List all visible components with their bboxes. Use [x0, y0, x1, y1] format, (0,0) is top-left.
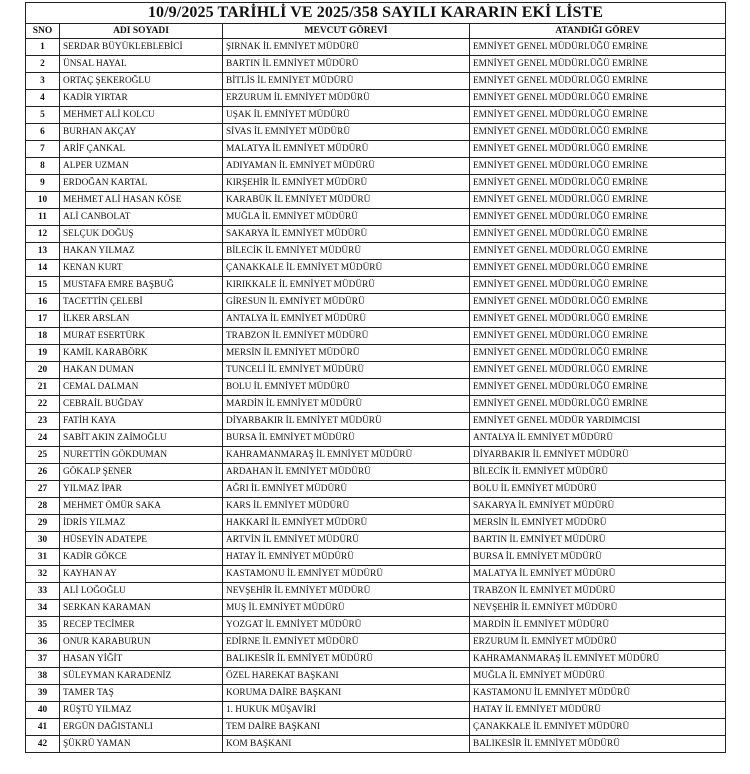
row-assigned-duty: BİLECİK İL EMNİYET MÜDÜRÜ — [470, 464, 726, 481]
row-name: YILMAZ İPAR — [60, 481, 223, 498]
row-assigned-duty: EMNİYET GENEL MÜDÜRLÜĞÜ EMRİNE — [470, 107, 726, 124]
appointment-list-document — [25, 2, 725, 753]
row-current-duty: MARDİN İL EMNİYET MÜDÜRÜ — [223, 396, 470, 413]
row-name: ARİF ÇANKAL — [60, 141, 223, 158]
table-row — [26, 447, 726, 464]
header-name: ADI SOYADI — [60, 24, 223, 39]
table-row — [26, 396, 726, 413]
table-row — [26, 226, 726, 243]
table-row — [26, 158, 726, 175]
row-sno: 4 — [26, 90, 60, 107]
table-row — [26, 617, 726, 634]
row-sno: 41 — [26, 719, 60, 736]
row-assigned-duty: EMNİYET GENEL MÜDÜRLÜĞÜ EMRİNE — [470, 362, 726, 379]
row-name: SERKAN KARAMAN — [60, 600, 223, 617]
row-current-duty: KIRŞEHİR İL EMNİYET MÜDÜRÜ — [223, 175, 470, 192]
row-assigned-duty: KASTAMONU İL EMNİYET MÜDÜRÜ — [470, 685, 726, 702]
row-name: KADİR YIRTAR — [60, 90, 223, 107]
row-current-duty: TUNCELİ İL EMNİYET MÜDÜRÜ — [223, 362, 470, 379]
row-assigned-duty: HATAY İL EMNİYET MÜDÜRÜ — [470, 702, 726, 719]
row-assigned-duty: EMNİYET GENEL MÜDÜRLÜĞÜ EMRİNE — [470, 396, 726, 413]
row-current-duty: HATAY İL EMNİYET MÜDÜRÜ — [223, 549, 470, 566]
row-current-duty: MALATYA İL EMNİYET MÜDÜRÜ — [223, 141, 470, 158]
row-current-duty: TRABZON İL EMNİYET MÜDÜRÜ — [223, 328, 470, 345]
row-name: İLKER ARSLAN — [60, 311, 223, 328]
table-row — [26, 634, 726, 651]
row-name: SELÇUK DOĞUŞ — [60, 226, 223, 243]
row-name: ERDOĞAN KARTAL — [60, 175, 223, 192]
row-name: HASAN YİĞİT — [60, 651, 223, 668]
table-row — [26, 39, 726, 56]
row-sno: 9 — [26, 175, 60, 192]
row-current-duty: BİLECİK İL EMNİYET MÜDÜRÜ — [223, 243, 470, 260]
table-row — [26, 719, 726, 736]
table-row — [26, 175, 726, 192]
row-name: ALİ LOĞOĞLU — [60, 583, 223, 600]
row-current-duty: ADIYAMAN İL EMNİYET MÜDÜRÜ — [223, 158, 470, 175]
row-assigned-duty: EMNİYET GENEL MÜDÜRLÜĞÜ EMRİNE — [470, 90, 726, 107]
row-assigned-duty: EMNİYET GENEL MÜDÜRLÜĞÜ EMRİNE — [470, 328, 726, 345]
row-sno: 25 — [26, 447, 60, 464]
row-name: SERDAR BÜYÜKLEBLEBİCİ — [60, 39, 223, 56]
row-current-duty: KASTAMONU İL EMNİYET MÜDÜRÜ — [223, 566, 470, 583]
row-name: ALPER UZMAN — [60, 158, 223, 175]
table-row — [26, 379, 726, 396]
row-assigned-duty: BOLU İL EMNİYET MÜDÜRÜ — [470, 481, 726, 498]
row-name: ŞÜKRÜ YAMAN — [60, 736, 223, 753]
row-assigned-duty: EMNİYET GENEL MÜDÜRLÜĞÜ EMRİNE — [470, 192, 726, 209]
row-current-duty: BURSA İL EMNİYET MÜDÜRÜ — [223, 430, 470, 447]
row-current-duty: HAKKARİ İL EMNİYET MÜDÜRÜ — [223, 515, 470, 532]
row-assigned-duty: KAHRAMANMARAŞ İL EMNİYET MÜDÜRÜ — [470, 651, 726, 668]
row-assigned-duty: EMNİYET GENEL MÜDÜRLÜĞÜ EMRİNE — [470, 345, 726, 362]
row-sno: 21 — [26, 379, 60, 396]
table-row — [26, 549, 726, 566]
row-assigned-duty: NEVŞEHİR İL EMNİYET MÜDÜRÜ — [470, 600, 726, 617]
row-assigned-duty: BURSA İL EMNİYET MÜDÜRÜ — [470, 549, 726, 566]
row-current-duty: ANTALYA İL EMNİYET MÜDÜRÜ — [223, 311, 470, 328]
table-row — [26, 141, 726, 158]
row-assigned-duty: EMNİYET GENEL MÜDÜRLÜĞÜ EMRİNE — [470, 294, 726, 311]
row-sno: 35 — [26, 617, 60, 634]
table-row — [26, 209, 726, 226]
row-name: TAMER TAŞ — [60, 685, 223, 702]
row-assigned-duty: EMNİYET GENEL MÜDÜRLÜĞÜ EMRİNE — [470, 209, 726, 226]
row-name: KENAN KURT — [60, 260, 223, 277]
row-name: KADİR GÖKCE — [60, 549, 223, 566]
row-name: MEHMET ÖMÜR SAKA — [60, 498, 223, 515]
table-row — [26, 107, 726, 124]
row-sno: 26 — [26, 464, 60, 481]
row-sno: 42 — [26, 736, 60, 753]
row-sno: 18 — [26, 328, 60, 345]
row-current-duty: BALIKESİR İL EMNİYET MÜDÜRÜ — [223, 651, 470, 668]
row-assigned-duty: EMNİYET GENEL MÜDÜR YARDIMCISI — [470, 413, 726, 430]
document-title: 10/9/2025 TARİHLİ VE 2025/358 SAYILI KARARIN EKİ LİSTE — [26, 3, 726, 24]
row-current-duty: KIRIKKALE İL EMNİYET MÜDÜRÜ — [223, 277, 470, 294]
row-current-duty: KOM BAŞKANI — [223, 736, 470, 753]
row-name: GÖKALP ŞENER — [60, 464, 223, 481]
row-sno: 17 — [26, 311, 60, 328]
row-assigned-duty: EMNİYET GENEL MÜDÜRLÜĞÜ EMRİNE — [470, 73, 726, 90]
table-row — [26, 736, 726, 753]
table-row — [26, 600, 726, 617]
table-row — [26, 328, 726, 345]
table-row — [26, 192, 726, 209]
row-name: ORTAÇ ŞEKEROĞLU — [60, 73, 223, 90]
row-assigned-duty: EMNİYET GENEL MÜDÜRLÜĞÜ EMRİNE — [470, 124, 726, 141]
row-current-duty: KAHRAMANMARAŞ İL EMNİYET MÜDÜRÜ — [223, 447, 470, 464]
row-name: TACETTİN ÇELEBİ — [60, 294, 223, 311]
row-current-duty: DİYARBAKIR İL EMNİYET MÜDÜRÜ — [223, 413, 470, 430]
row-current-duty: GİRESUN İL EMNİYET MÜDÜRÜ — [223, 294, 470, 311]
row-current-duty: SİVAS İL EMNİYET MÜDÜRÜ — [223, 124, 470, 141]
row-name: MEHMET ALİ HASAN KÖSE — [60, 192, 223, 209]
row-assigned-duty: MALATYA İL EMNİYET MÜDÜRÜ — [470, 566, 726, 583]
row-sno: 22 — [26, 396, 60, 413]
row-name: CEMAL DALMAN — [60, 379, 223, 396]
row-name: İDRİS YILMAZ — [60, 515, 223, 532]
row-sno: 20 — [26, 362, 60, 379]
row-sno: 8 — [26, 158, 60, 175]
row-sno: 37 — [26, 651, 60, 668]
row-sno: 12 — [26, 226, 60, 243]
row-assigned-duty: EMNİYET GENEL MÜDÜRLÜĞÜ EMRİNE — [470, 39, 726, 56]
row-sno: 6 — [26, 124, 60, 141]
row-sno: 32 — [26, 566, 60, 583]
row-assigned-duty: ERZURUM İL EMNİYET MÜDÜRÜ — [470, 634, 726, 651]
row-sno: 3 — [26, 73, 60, 90]
row-assigned-duty: EMNİYET GENEL MÜDÜRLÜĞÜ EMRİNE — [470, 311, 726, 328]
row-sno: 30 — [26, 532, 60, 549]
row-name: HAKAN YILMAZ — [60, 243, 223, 260]
header-row — [26, 24, 726, 39]
appointment-table — [25, 2, 726, 753]
row-name: RECEP TECİMER — [60, 617, 223, 634]
row-sno: 15 — [26, 277, 60, 294]
row-assigned-duty: SAKARYA İL EMNİYET MÜDÜRÜ — [470, 498, 726, 515]
row-assigned-duty: EMNİYET GENEL MÜDÜRLÜĞÜ EMRİNE — [470, 56, 726, 73]
row-sno: 23 — [26, 413, 60, 430]
table-row — [26, 583, 726, 600]
row-current-duty: SAKARYA İL EMNİYET MÜDÜRÜ — [223, 226, 470, 243]
row-sno: 19 — [26, 345, 60, 362]
row-assigned-duty: MERSİN İL EMNİYET MÜDÜRÜ — [470, 515, 726, 532]
row-current-duty: MUŞ İL EMNİYET MÜDÜRÜ — [223, 600, 470, 617]
row-current-duty: ARTVİN İL EMNİYET MÜDÜRÜ — [223, 532, 470, 549]
row-name: ERGÜN DAĞISTANLI — [60, 719, 223, 736]
row-sno: 13 — [26, 243, 60, 260]
row-sno: 40 — [26, 702, 60, 719]
row-assigned-duty: EMNİYET GENEL MÜDÜRLÜĞÜ EMRİNE — [470, 158, 726, 175]
row-current-duty: AĞRI İL EMNİYET MÜDÜRÜ — [223, 481, 470, 498]
row-current-duty: 1. HUKUK MÜŞAVİRİ — [223, 702, 470, 719]
table-row — [26, 685, 726, 702]
row-sno: 36 — [26, 634, 60, 651]
row-current-duty: ÇANAKKALE İL EMNİYET MÜDÜRÜ — [223, 260, 470, 277]
row-name: HAKAN DUMAN — [60, 362, 223, 379]
row-sno: 34 — [26, 600, 60, 617]
row-sno: 29 — [26, 515, 60, 532]
table-row — [26, 73, 726, 90]
row-assigned-duty: EMNİYET GENEL MÜDÜRLÜĞÜ EMRİNE — [470, 243, 726, 260]
table-row — [26, 702, 726, 719]
table-row — [26, 260, 726, 277]
header-current-duty: MEVCUT GÖREVİ — [223, 24, 470, 39]
row-assigned-duty: EMNİYET GENEL MÜDÜRLÜĞÜ EMRİNE — [470, 277, 726, 294]
table-row — [26, 651, 726, 668]
row-name: ÜNSAL HAYAL — [60, 56, 223, 73]
row-name: HÜSEYİN ADATEPE — [60, 532, 223, 549]
table-row — [26, 464, 726, 481]
row-current-duty: BOLU İL EMNİYET MÜDÜRÜ — [223, 379, 470, 396]
row-name: SABİT AKIN ZAİMOĞLU — [60, 430, 223, 447]
row-current-duty: KARABÜK İL EMNİYET MÜDÜRÜ — [223, 192, 470, 209]
row-name: RÜŞTÜ YILMAZ — [60, 702, 223, 719]
row-sno: 11 — [26, 209, 60, 226]
row-name: MURAT ESERTÜRK — [60, 328, 223, 345]
table-row — [26, 345, 726, 362]
row-sno: 27 — [26, 481, 60, 498]
row-current-duty: EDİRNE İL EMNİYET MÜDÜRÜ — [223, 634, 470, 651]
row-sno: 39 — [26, 685, 60, 702]
table-row — [26, 532, 726, 549]
row-current-duty: BİTLİS İL EMNİYET MÜDÜRÜ — [223, 73, 470, 90]
row-current-duty: BARTIN İL EMNİYET MÜDÜRÜ — [223, 56, 470, 73]
row-current-duty: YOZGAT İL EMNİYET MÜDÜRÜ — [223, 617, 470, 634]
row-sno: 10 — [26, 192, 60, 209]
table-row — [26, 362, 726, 379]
row-sno: 5 — [26, 107, 60, 124]
row-assigned-duty: EMNİYET GENEL MÜDÜRLÜĞÜ EMRİNE — [470, 175, 726, 192]
row-name: KAYHAN AY — [60, 566, 223, 583]
table-row — [26, 481, 726, 498]
table-row — [26, 294, 726, 311]
row-sno: 24 — [26, 430, 60, 447]
row-assigned-duty: BALIKESİR İL EMNİYET MÜDÜRÜ — [470, 736, 726, 753]
row-name: MUSTAFA EMRE BAŞBUĞ — [60, 277, 223, 294]
row-assigned-duty: ÇANAKKALE İL EMNİYET MÜDÜRÜ — [470, 719, 726, 736]
table-row — [26, 413, 726, 430]
table-row — [26, 56, 726, 73]
table-row — [26, 243, 726, 260]
row-current-duty: ERZURUM İL EMNİYET MÜDÜRÜ — [223, 90, 470, 107]
row-current-duty: KORUMA DAİRE BAŞKANI — [223, 685, 470, 702]
row-sno: 31 — [26, 549, 60, 566]
row-assigned-duty: EMNİYET GENEL MÜDÜRLÜĞÜ EMRİNE — [470, 141, 726, 158]
row-current-duty: NEVŞEHİR İL EMNİYET MÜDÜRÜ — [223, 583, 470, 600]
row-sno: 14 — [26, 260, 60, 277]
row-sno: 33 — [26, 583, 60, 600]
row-assigned-duty: EMNİYET GENEL MÜDÜRLÜĞÜ EMRİNE — [470, 226, 726, 243]
row-name: BURHAN AKÇAY — [60, 124, 223, 141]
row-assigned-duty: EMNİYET GENEL MÜDÜRLÜĞÜ EMRİNE — [470, 379, 726, 396]
row-assigned-duty: MARDİN İL EMNİYET MÜDÜRÜ — [470, 617, 726, 634]
header-sno: SNO — [26, 24, 60, 39]
row-current-duty: UŞAK İL EMNİYET MÜDÜRÜ — [223, 107, 470, 124]
row-sno: 7 — [26, 141, 60, 158]
row-current-duty: MUĞLA İL EMNİYET MÜDÜRÜ — [223, 209, 470, 226]
row-current-duty: KARS İL EMNİYET MÜDÜRÜ — [223, 498, 470, 515]
row-name: ALİ CANBOLAT — [60, 209, 223, 226]
table-row — [26, 90, 726, 107]
row-current-duty: ARDAHAN İL EMNİYET MÜDÜRÜ — [223, 464, 470, 481]
row-assigned-duty: BARTIN İL EMNİYET MÜDÜRÜ — [470, 532, 726, 549]
row-name: CEBRAİL BUĞDAY — [60, 396, 223, 413]
row-name: SÜLEYMAN KARADENİZ — [60, 668, 223, 685]
table-row — [26, 430, 726, 447]
row-name: FATİH KAYA — [60, 413, 223, 430]
row-name: KAMİL KARABÖRK — [60, 345, 223, 362]
row-current-duty: ŞIRNAK İL EMNİYET MÜDÜRÜ — [223, 39, 470, 56]
table-row — [26, 124, 726, 141]
row-sno: 28 — [26, 498, 60, 515]
row-assigned-duty: DİYARBAKIR İL EMNİYET MÜDÜRÜ — [470, 447, 726, 464]
row-sno: 2 — [26, 56, 60, 73]
row-current-duty: ÖZEL HAREKAT BAŞKANI — [223, 668, 470, 685]
row-name: ONUR KARABURUN — [60, 634, 223, 651]
row-assigned-duty: ANTALYA İL EMNİYET MÜDÜRÜ — [470, 430, 726, 447]
title-row — [26, 3, 726, 24]
row-current-duty: MERSİN İL EMNİYET MÜDÜRÜ — [223, 345, 470, 362]
row-name: NURETTİN GÖKDUMAN — [60, 447, 223, 464]
table-row — [26, 515, 726, 532]
row-sno: 38 — [26, 668, 60, 685]
row-assigned-duty: TRABZON İL EMNİYET MÜDÜRÜ — [470, 583, 726, 600]
row-sno: 1 — [26, 39, 60, 56]
row-current-duty: TEM DAİRE BAŞKANI — [223, 719, 470, 736]
table-row — [26, 311, 726, 328]
table-body — [26, 39, 726, 753]
row-name: MEHMET ALİ KOLCU — [60, 107, 223, 124]
row-assigned-duty: MUĞLA İL EMNİYET MÜDÜRÜ — [470, 668, 726, 685]
header-assigned-duty: ATANDIĞI GÖREV — [470, 24, 726, 39]
table-row — [26, 668, 726, 685]
row-assigned-duty: EMNİYET GENEL MÜDÜRLÜĞÜ EMRİNE — [470, 260, 726, 277]
table-row — [26, 566, 726, 583]
row-sno: 16 — [26, 294, 60, 311]
table-row — [26, 498, 726, 515]
table-row — [26, 277, 726, 294]
